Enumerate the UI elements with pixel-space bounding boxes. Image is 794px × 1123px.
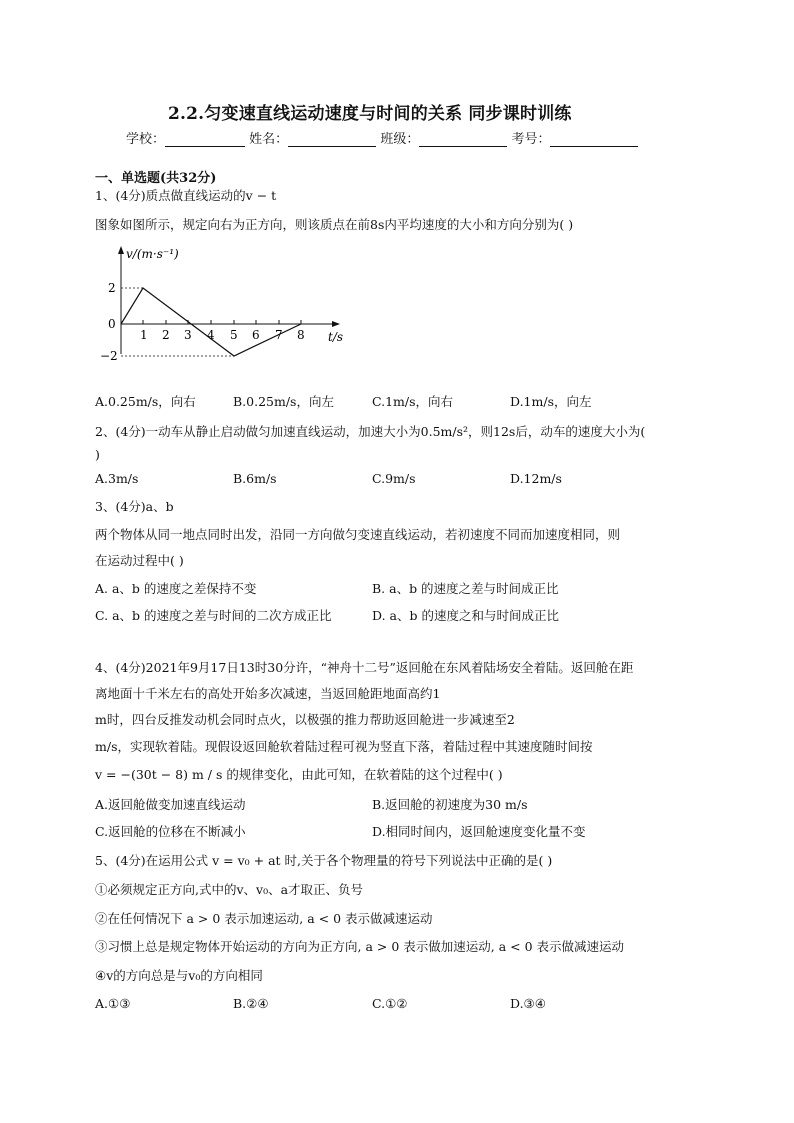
info-fields: [126, 128, 638, 147]
name-label: 姓名：: [249, 132, 289, 147]
x-tick-6: 6: [252, 328, 260, 342]
x-tick-7: 7: [275, 328, 283, 342]
question-5-option-d[interactable]: D.③④: [510, 996, 546, 1011]
question-1-option-b[interactable]: B.0.25m/s，向左: [233, 394, 334, 409]
question-5-option-a[interactable]: A.①③: [95, 996, 131, 1011]
question-1-line1: 1、(4分)质点做直线运动的v − t: [95, 188, 277, 203]
page-title: 2.2.匀变速直线运动速度与时间的关系 同步课时训练: [168, 104, 572, 124]
question-1-option-a[interactable]: A.0.25m/s，向右: [95, 394, 196, 409]
question-2-option-c[interactable]: C.9m/s: [372, 471, 416, 486]
question-1-option-d[interactable]: D.1m/s，向左: [510, 394, 592, 409]
question-2-option-a[interactable]: A.3m/s: [95, 471, 139, 486]
exam-number-label: 考号：: [511, 132, 551, 147]
x-tick-1: 1: [140, 328, 148, 342]
question-3-option-b[interactable]: B. a、b 的速度之差与时间成正比: [372, 581, 559, 596]
question-3-option-c[interactable]: C. a、b 的速度之差与时间的二次方成正比: [95, 608, 332, 623]
school-field[interactable]: [165, 132, 245, 147]
y-tick-0: 0: [108, 317, 116, 331]
question-5-option-c[interactable]: C.①②: [372, 996, 408, 1011]
question-3-line3: 在运动过程中( ): [95, 553, 184, 568]
question-4-option-a[interactable]: A.返回舱做变加速直线运动: [95, 797, 246, 812]
section-title: 一、单选题(共32分): [95, 171, 217, 186]
question-4-option-d[interactable]: D.相同时间内，返回舱速度变化量不变: [372, 824, 586, 839]
question-3-line1: 3、(4分)a、b: [95, 499, 174, 514]
x-tick-8: 8: [297, 328, 305, 342]
exam-number-field[interactable]: [550, 132, 638, 147]
vt-graph: [100, 242, 360, 372]
question-3-line2: 两个物体从同一地点同时出发，沿同一方向做匀变速直线运动，若初速度不同而加速度相同，则: [95, 527, 621, 542]
x-tick-2: 2: [162, 328, 170, 342]
name-field[interactable]: [288, 132, 376, 147]
question-1-line2: 图象如图所示，规定向右为正方向，则该质点在前8s内平均速度的大小和方向分别为( ): [95, 217, 574, 232]
question-4-line3: m时，四台反推发动机会同时点火，以极强的推力帮助返回舱进一步减速至2: [95, 712, 515, 727]
question-5-option-b[interactable]: B.②④: [233, 996, 269, 1011]
question-5-item-1: ①必须规定正方向,式中的v、v₀、a才取正、负号: [95, 882, 364, 897]
question-4-option-b[interactable]: B.返回舱的初速度为30 m/s: [372, 797, 528, 812]
question-2-option-d[interactable]: D.12m/s: [510, 471, 562, 486]
class-field[interactable]: [419, 132, 507, 147]
question-4-line1: 4、(4分)2021年9月17日13时30分许，“神舟十二号”返回舱在东风着陆场安全着陆。返回舱在距: [95, 660, 634, 675]
question-5-line1: 5、(4分)在运用公式 v = v₀ + at 时,关于各个物理量的符号下列说法中正确的是( ): [95, 853, 553, 868]
question-4-line2: 离地面十千米左右的高处开始多次减速，当返回舱距地面高约1: [95, 686, 441, 701]
question-5-item-3: ③习惯上总是规定物体开始运动的方向为正方向, a > 0 表示做加速运动, a < 0 表示做减速运动: [95, 939, 624, 954]
y-tick-2: 2: [108, 281, 116, 295]
x-tick-4: 4: [207, 328, 215, 342]
question-4-line4: m/s，实现软着陆。现假设返回舱软着陆过程可视为竖直下落，着陆过程中其速度随时间按: [95, 739, 593, 754]
y-axis-label: v/(m·s⁻¹): [126, 247, 179, 261]
question-3-option-a[interactable]: A. a、b 的速度之差保持不变: [95, 581, 257, 596]
class-label: 班级：: [380, 132, 420, 147]
question-2-line2: ): [95, 447, 100, 462]
question-5-item-4: ④v的方向总是与v₀的方向相同: [95, 968, 263, 983]
question-1-option-c[interactable]: C.1m/s，向右: [372, 394, 454, 409]
school-label: 学校：: [126, 132, 166, 147]
x-axis-label: t/s: [328, 330, 344, 344]
question-2-line1: 2、(4分)一动车从静止启动做匀加速直线运动，加速大小为0.5m/s²，则12s后，动车的速度大小为(: [95, 424, 646, 439]
question-2-option-b[interactable]: B.6m/s: [233, 471, 277, 486]
x-tick-3: 3: [184, 328, 192, 342]
question-3-option-d[interactable]: D. a、b 的速度之和与时间成正比: [372, 608, 559, 623]
question-5-item-2: ②在任何情况下 a > 0 表示加速运动, a < 0 表示做减速运动: [95, 911, 433, 926]
y-tick-neg2: −2: [100, 349, 118, 363]
question-4-line5: v = −(30t − 8) m / s 的规律变化，由此可知，在软着陆的这个过程中( ): [95, 767, 503, 782]
x-tick-5: 5: [230, 328, 238, 342]
question-4-option-c[interactable]: C.返回舱的位移在不断减小: [95, 824, 246, 839]
